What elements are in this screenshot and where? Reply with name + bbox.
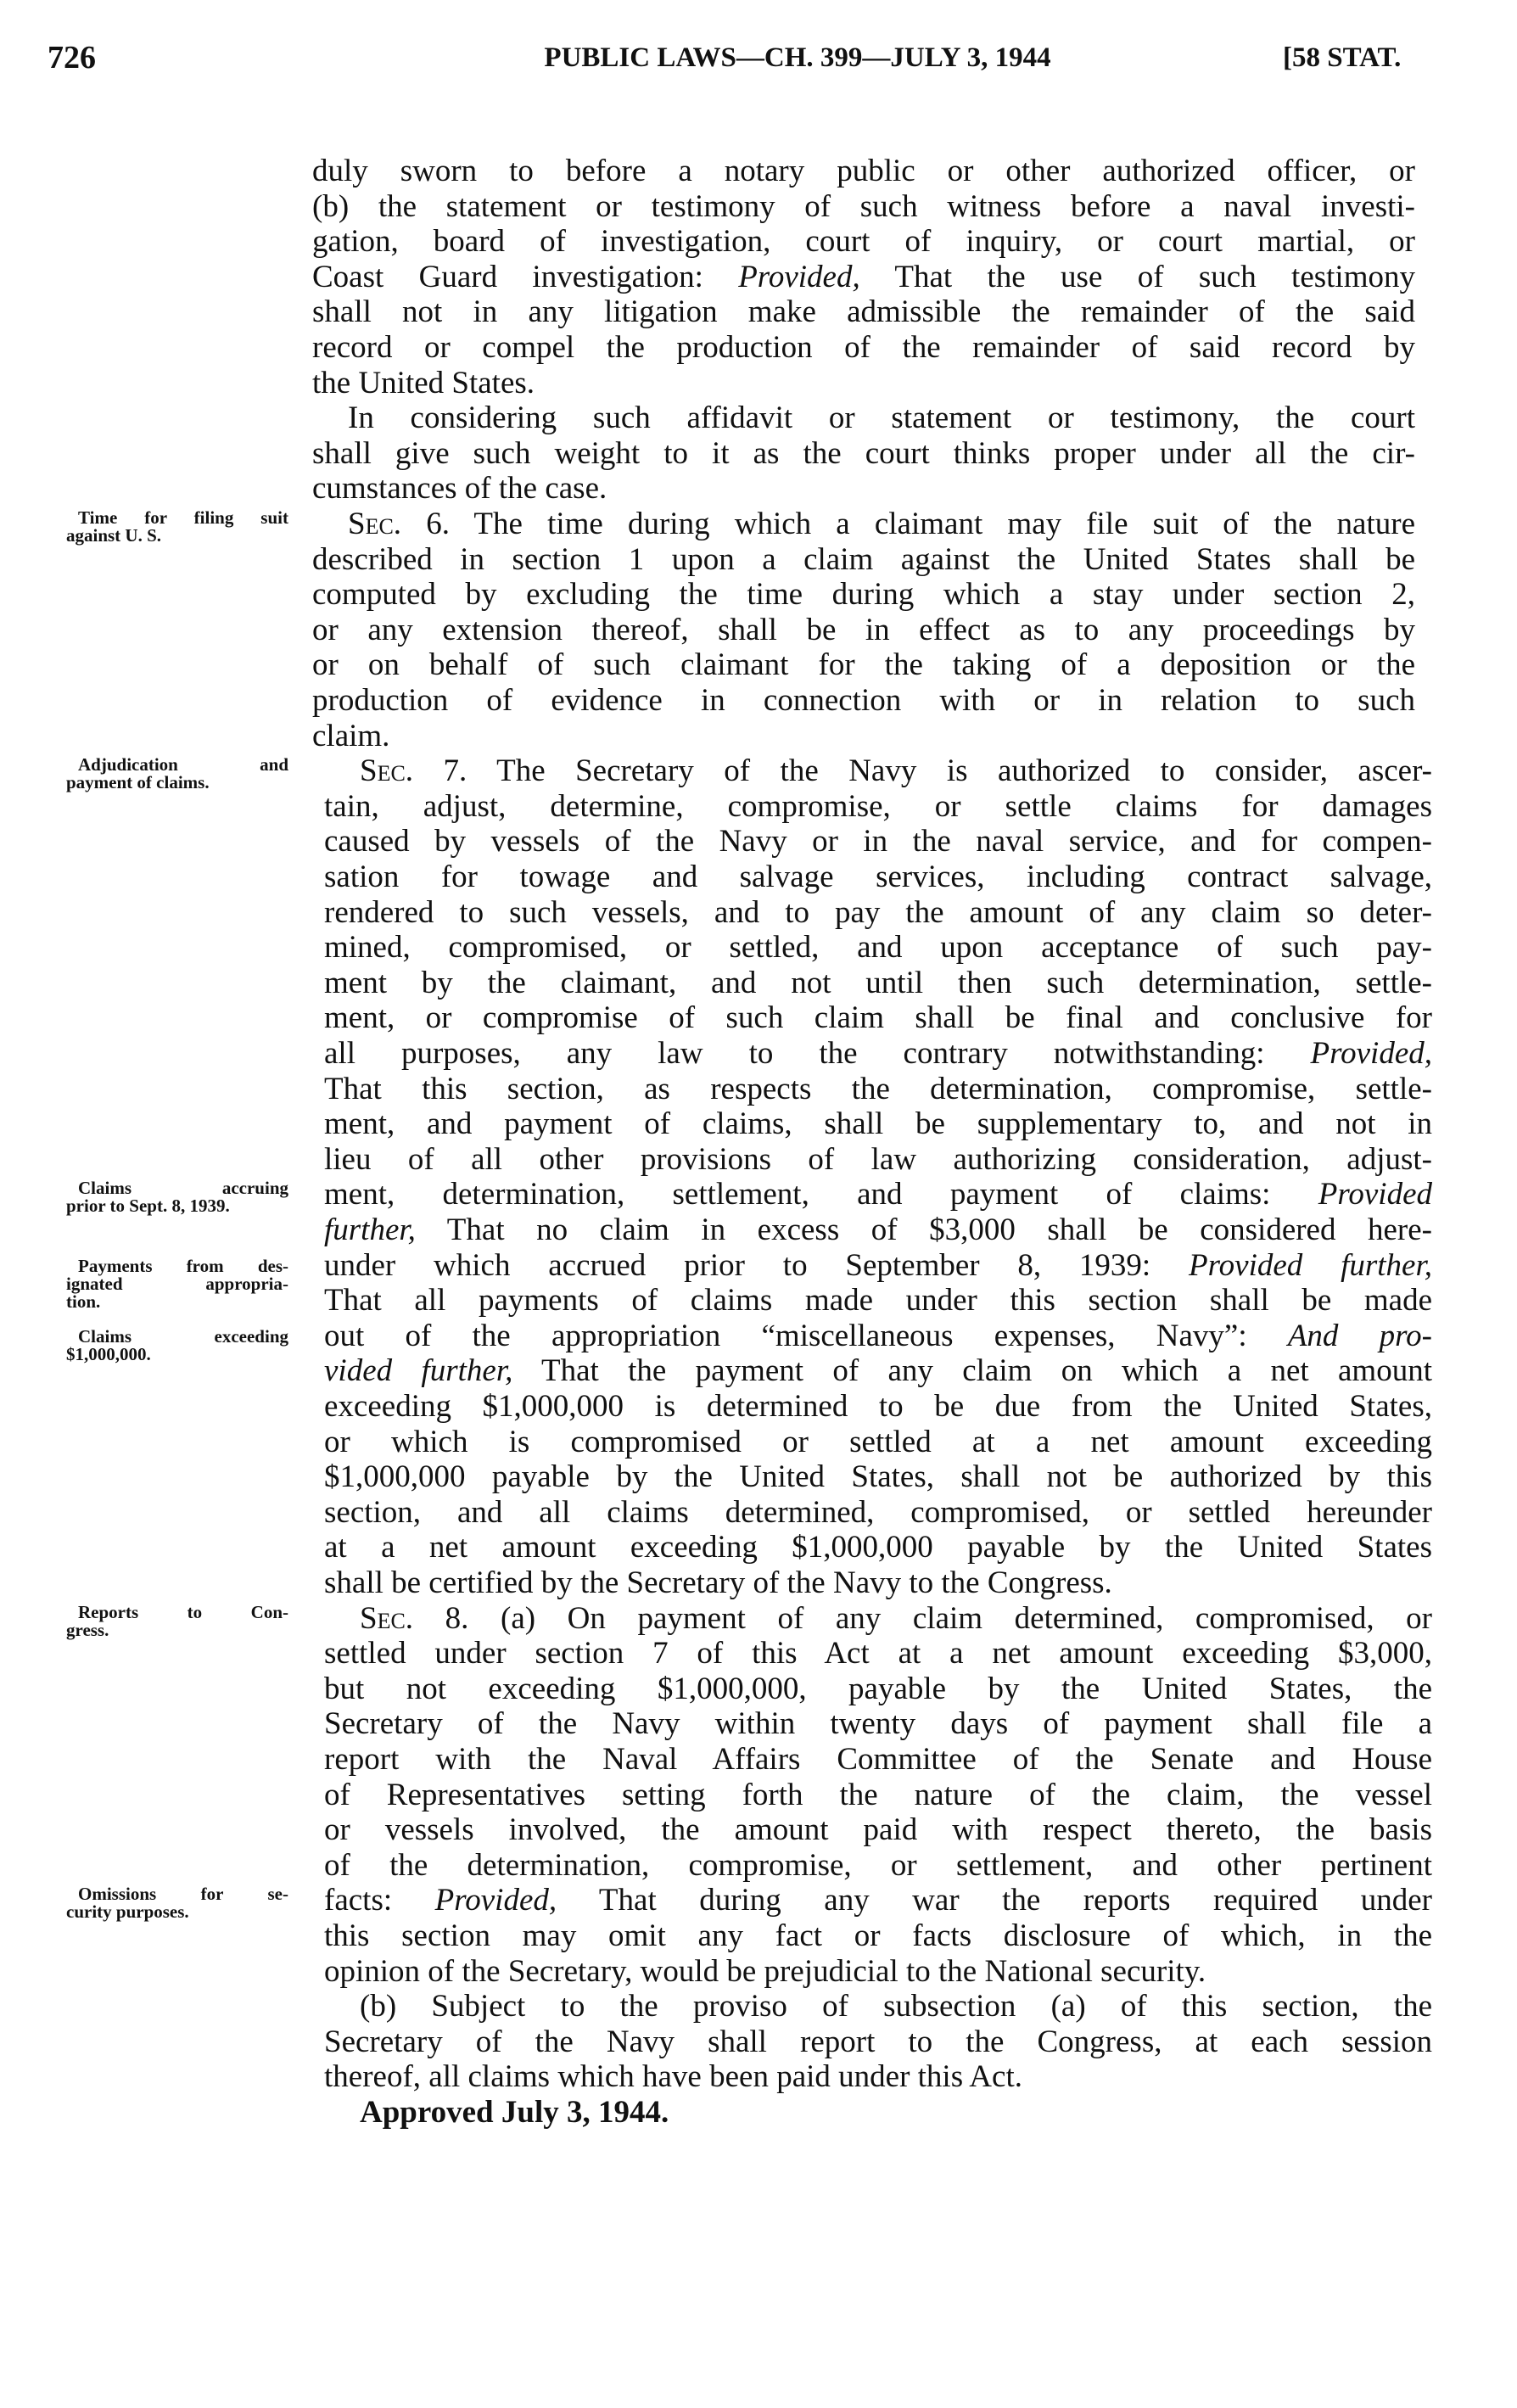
text-segment: settled under section 7 of this Act at a net amount exceeding $3,000, bbox=[324, 1636, 1432, 1672]
text-line bbox=[312, 367, 1415, 400]
text-segment: tain, adjust, determine, compromise, or settle claims for damages bbox=[324, 788, 1432, 824]
section-label: Sec. bbox=[360, 753, 414, 789]
text-line bbox=[324, 1743, 1432, 1777]
text-line bbox=[312, 190, 1415, 224]
text-segment: or any extension thereof, shall be in effect as to any proceedings by bbox=[312, 612, 1415, 647]
text-segment: or on behalf of such claimant for the taking of a deposition or the bbox=[312, 647, 1415, 683]
section-label: Sec. bbox=[348, 507, 402, 541]
margin-note-line: Claims exceeding bbox=[78, 1326, 288, 1347]
italic-text: further, bbox=[324, 1212, 416, 1247]
margin-note-line: Claims accruing bbox=[78, 1178, 288, 1199]
text-line bbox=[324, 1143, 1432, 1177]
margin-note bbox=[66, 509, 288, 545]
text-segment: In considering such affidavit or statement or testimony, the court bbox=[348, 400, 1415, 436]
statute-reference: [58 STAT. bbox=[1283, 42, 1402, 73]
text-segment: ment, or compromise of such claim shall be final and conclusive for bbox=[324, 1000, 1432, 1036]
text-line bbox=[324, 1496, 1432, 1530]
text-line bbox=[324, 966, 1432, 1000]
text-line bbox=[324, 2060, 1432, 2094]
text-segment: 6. The time during which a claimant may file suit of the nature bbox=[401, 507, 1415, 541]
margin-note-line: Adjudication and bbox=[78, 754, 288, 776]
text-segment: ment, and payment of claims, shall be supplementary to, and not in bbox=[324, 1106, 1432, 1142]
text-segment: opinion of the Secretary, would be prejudicial to the National security. bbox=[324, 1953, 1206, 1989]
text-segment: ment by the claimant, and not until then such determination, settle- bbox=[324, 965, 1432, 1000]
text-line bbox=[324, 1955, 1432, 1989]
text-segment: facts: bbox=[324, 1883, 435, 1918]
text-segment: or vessels involved, the amount paid with respect thereto, the basis bbox=[324, 1812, 1432, 1848]
text-line bbox=[324, 1107, 1432, 1141]
text-line bbox=[324, 1072, 1432, 1106]
text-segment: 7. The Secretary of the Navy is authorized to consider, ascer- bbox=[413, 753, 1432, 789]
margin-note-line: prior to Sept. 8, 1939. bbox=[66, 1196, 230, 1217]
text-segment: $1,000,000 payable by the United States, shall not be authorized by this bbox=[324, 1459, 1432, 1495]
margin-note-line: Omissions for se- bbox=[78, 1884, 288, 1905]
text-line bbox=[324, 1425, 1432, 1459]
text-line bbox=[324, 1849, 1432, 1883]
text-line bbox=[312, 720, 1415, 753]
text-line bbox=[312, 684, 1415, 718]
text-line bbox=[348, 507, 1415, 541]
text-segment: 8. (a) On payment of any claim determined, compromised, or bbox=[413, 1600, 1432, 1636]
margin-note-line: curity purposes. bbox=[66, 1901, 189, 1923]
text-segment: exceeding $1,000,000 is determined to be due from the United States, bbox=[324, 1389, 1432, 1424]
text-line bbox=[324, 1460, 1432, 1494]
margin-note bbox=[66, 1257, 288, 1311]
margin-note bbox=[66, 756, 288, 792]
text-segment: cumstances of the case. bbox=[312, 471, 607, 507]
text-segment: of the determination, compromise, or settlement, and other pertinent bbox=[324, 1847, 1432, 1883]
text-line bbox=[312, 260, 1415, 294]
text-line bbox=[324, 825, 1432, 859]
text-segment: of Representatives setting forth the nature of the claim, the vessel bbox=[324, 1777, 1432, 1812]
margin-note bbox=[66, 1328, 288, 1364]
margin-note-line: gress. bbox=[66, 1619, 109, 1640]
margin-note-line: against U. S. bbox=[66, 525, 162, 546]
text-line bbox=[324, 931, 1432, 965]
italic-text: Provided, bbox=[738, 259, 860, 294]
text-line bbox=[312, 543, 1415, 577]
running-head: PUBLIC LAWS—CH. 399—JULY 3, 1944 bbox=[544, 42, 1051, 73]
margin-note bbox=[66, 1885, 288, 1921]
italic-text: Provided bbox=[1318, 1177, 1432, 1212]
text-line bbox=[348, 401, 1415, 435]
text-segment: the United States. bbox=[312, 365, 535, 400]
text-segment: gation, board of investigation, court of inquiry, or court martial, or bbox=[312, 224, 1415, 260]
margin-note-line: Time for filing suit bbox=[78, 507, 288, 528]
text-line bbox=[360, 754, 1432, 788]
text-segment: That the payment of any claim on which a net amount bbox=[512, 1353, 1432, 1389]
text-segment: rendered to such vessels, and to pay the amount of any claim so deter- bbox=[324, 894, 1432, 930]
text-segment: claim. bbox=[312, 718, 390, 753]
text-line bbox=[324, 1037, 1432, 1071]
text-segment: That the use of such testimony bbox=[859, 259, 1415, 294]
text-segment: sation for towage and salvage services, including contract salvage, bbox=[324, 860, 1432, 894]
text-segment: out of the appropriation “miscellaneous expenses, Navy”: bbox=[324, 1318, 1288, 1353]
text-segment: production of evidence in connection with or in relation to such bbox=[312, 683, 1415, 718]
text-line bbox=[324, 896, 1432, 930]
margin-note-line: $1,000,000. bbox=[66, 1344, 151, 1365]
text-line bbox=[324, 1001, 1432, 1035]
text-line bbox=[324, 1884, 1432, 1918]
text-segment: That all payments of claims made under this section shall be made bbox=[324, 1283, 1432, 1319]
text-line bbox=[324, 1178, 1432, 1212]
text-segment: at a net amount exceeding $1,000,000 payable by the United States bbox=[324, 1530, 1432, 1565]
text-segment: caused by vessels of the Navy or in the naval service, and for compen- bbox=[324, 824, 1432, 860]
text-segment: Secretary of the Navy shall report to the Congress, at each session bbox=[324, 2024, 1432, 2059]
text-segment: all purposes, any law to the contrary notwithstanding: bbox=[324, 1036, 1311, 1071]
text-segment: shall be certified by the Secretary of the Navy to the Congress. bbox=[324, 1565, 1112, 1600]
text-segment: duly sworn to before a notary public or other authorized officer, or bbox=[312, 154, 1415, 188]
text-segment: record or compel the production of the remainder of said record by bbox=[312, 330, 1415, 365]
italic-text: Provided, bbox=[434, 1883, 557, 1918]
text-line bbox=[312, 472, 1415, 506]
text-line bbox=[312, 578, 1415, 612]
text-line bbox=[324, 1707, 1432, 1741]
text-line bbox=[360, 2096, 1432, 2130]
text-line bbox=[324, 1778, 1432, 1812]
text-line bbox=[324, 1531, 1432, 1565]
text-segment: (b) the statement or testimony of such witness before a naval investi- bbox=[312, 188, 1415, 224]
text-segment: or which is compromised or settled at a net amount exceeding bbox=[324, 1424, 1432, 1459]
text-segment: under which accrued prior to September 8, 1939: bbox=[324, 1247, 1190, 1283]
text-segment: this section may omit any fact or facts disclosure of which, in the bbox=[324, 1918, 1432, 1953]
text-line bbox=[360, 1990, 1432, 2024]
text-segment: Secretary of the Navy within twenty days of payment shall file a bbox=[324, 1706, 1432, 1742]
text-line bbox=[324, 1319, 1432, 1353]
text-line bbox=[360, 1602, 1432, 1636]
section-label: Sec. bbox=[360, 1600, 414, 1636]
margin-note-line: payment of claims. bbox=[66, 772, 210, 793]
text-line bbox=[312, 331, 1415, 365]
text-segment: Coast Guard investigation: bbox=[312, 259, 739, 294]
text-segment: computed by excluding the time during which a stay under section 2, bbox=[312, 577, 1415, 613]
text-segment: That this section, as respects the determination, compromise, settle- bbox=[324, 1071, 1432, 1106]
text-segment: ment, determination, settlement, and payment of claims: bbox=[324, 1177, 1318, 1212]
text-line bbox=[324, 860, 1432, 894]
margin-note-line: Reports to Con- bbox=[78, 1601, 288, 1622]
text-segment: but not exceeding $1,000,000, payable by the United States, the bbox=[324, 1671, 1432, 1706]
text-line bbox=[312, 154, 1415, 188]
text-segment: Approved July 3, 1944. bbox=[360, 2095, 669, 2130]
text-segment: described in section 1 upon a claim against the United States shall be bbox=[312, 541, 1415, 577]
margin-note-line: ignated appropria- bbox=[66, 1273, 288, 1294]
margin-note bbox=[66, 1601, 288, 1640]
text-line bbox=[324, 2025, 1432, 2059]
margin-note-line: Payments from des- bbox=[78, 1255, 288, 1276]
italic-text: Provided, bbox=[1310, 1036, 1432, 1071]
text-segment: (b) Subject to the proviso of subsection (a) of this section, the bbox=[360, 1989, 1432, 2024]
text-segment: shall give such weight to it as the court thinks proper under all the cir- bbox=[312, 435, 1415, 471]
text-segment: thereof, all claims which have been paid under this Act. bbox=[324, 2059, 1022, 2095]
text-segment: That during any war the reports required under bbox=[557, 1883, 1432, 1918]
text-segment: section, and all claims determined, compromised, or settled hereunder bbox=[324, 1494, 1432, 1530]
text-line bbox=[324, 1284, 1432, 1318]
text-line bbox=[312, 225, 1415, 259]
text-line bbox=[324, 1213, 1432, 1247]
text-line bbox=[324, 1390, 1432, 1424]
text-line bbox=[312, 613, 1415, 647]
text-line bbox=[324, 1919, 1432, 1953]
text-line bbox=[324, 1566, 1432, 1600]
text-line bbox=[312, 295, 1415, 329]
page-number: 726 bbox=[48, 40, 96, 76]
text-line bbox=[324, 1672, 1432, 1706]
text-segment: mined, compromised, or settled, and upon acceptance of such pay- bbox=[324, 930, 1432, 966]
italic-text: And pro- bbox=[1287, 1318, 1432, 1353]
text-segment: lieu of all other provisions of law authorizing consideration, adjust- bbox=[324, 1141, 1432, 1177]
text-line bbox=[324, 1813, 1432, 1847]
text-segment: report with the Naval Affairs Committee of the Senate and House bbox=[324, 1742, 1432, 1777]
text-segment: That no claim in excess of $3,000 shall be considered here- bbox=[415, 1212, 1432, 1247]
margin-note bbox=[66, 1179, 288, 1215]
margin-note-line: tion. bbox=[66, 1291, 101, 1312]
text-line bbox=[324, 1637, 1432, 1671]
text-line bbox=[324, 790, 1432, 824]
text-line bbox=[324, 1354, 1432, 1388]
text-segment: shall not in any litigation make admissible the remainder of the said bbox=[312, 294, 1415, 330]
text-line bbox=[312, 648, 1415, 682]
text-line bbox=[324, 1249, 1432, 1283]
italic-text: Provided further, bbox=[1189, 1247, 1432, 1283]
text-line bbox=[312, 437, 1415, 471]
italic-text: vided further, bbox=[324, 1353, 513, 1389]
